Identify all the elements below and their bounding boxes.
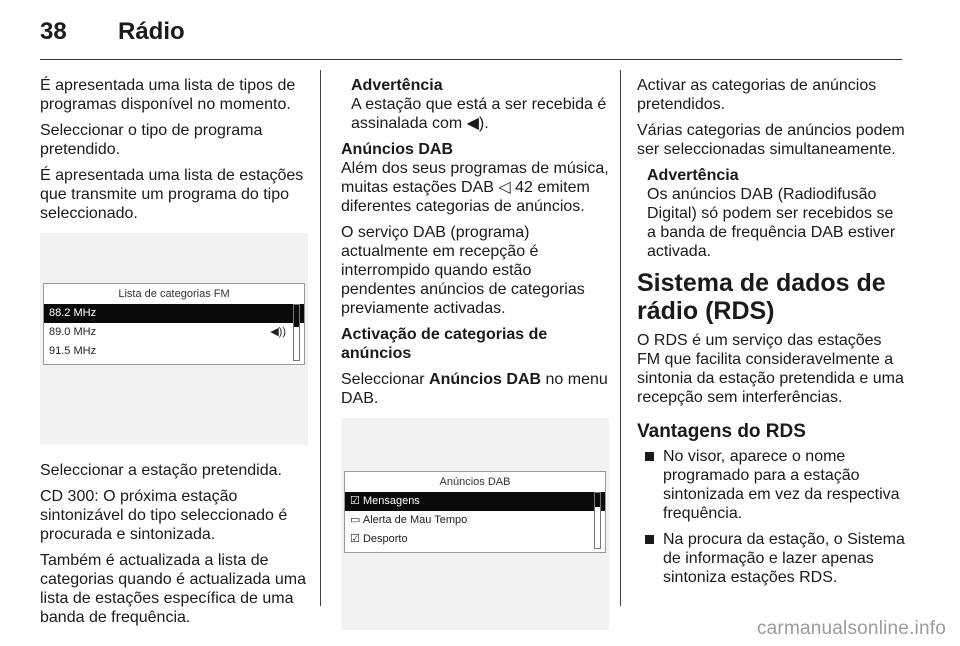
note-text: A estação que está a ser recebida é assinalada com ◀). <box>351 96 607 132</box>
paragraph: Várias categorias de anúncios podem ser seleccionadas simultaneamente. <box>637 122 905 158</box>
section-heading: Sistema de dados de rádio (RDS) <box>637 269 886 325</box>
subheading: Anúncios DAB <box>341 141 453 158</box>
column-2 <box>341 76 609 646</box>
header-rule <box>40 59 902 60</box>
subheading: Activação de categorias de anúncios <box>341 326 548 362</box>
list-item: ☑ Mensagens <box>345 492 605 511</box>
dialog-title: Lista de categorias FM <box>118 288 230 300</box>
list-item: 91.5 MHz <box>49 345 97 357</box>
paragraph: O serviço DAB (programa) actualmente em recepção é interrompido quando estão pendentes anúncios de categorias previamente activadas. <box>341 224 585 317</box>
bullet-icon <box>645 452 654 461</box>
page-number: 38 <box>40 18 67 45</box>
text: no menu DAB. <box>341 371 608 407</box>
text: emitem diferentes categorias de anúncios. <box>341 179 590 215</box>
column-3 <box>637 76 905 594</box>
column-divider-2 <box>620 70 621 606</box>
list-item: 89.0 MHz ◀)) <box>44 323 304 342</box>
dab-announcements-screenshot <box>341 418 609 630</box>
text: Além dos seus programas de música, muitas estações DAB <box>341 160 609 196</box>
page-reference-link[interactable]: ◁ 42 <box>498 179 533 196</box>
dialog-title: Anúncios DAB <box>439 476 511 488</box>
scrollbar <box>293 304 300 361</box>
list-item: No visor, aparece o nome programado para a estação sintonizada em vez da respectiva frequência. <box>637 447 905 523</box>
fm-list-dialog <box>43 283 305 365</box>
column-1 <box>40 76 308 634</box>
fm-categories-screenshot <box>40 233 308 445</box>
watermark: carmanualsonline.info <box>756 618 946 639</box>
text: Seleccionar <box>341 371 430 388</box>
paragraph: Também é actualizada a lista de categorias quando é actualizada uma lista de estações específica de uma banda de frequência. <box>40 552 306 626</box>
checkbox-empty-icon: ▭ <box>350 514 361 526</box>
menu-name: Anúncios DAB <box>429 371 542 388</box>
note-box <box>341 76 609 133</box>
note-box <box>637 166 905 261</box>
checkbox-checked-icon: ☑ <box>350 495 360 507</box>
note-title: Advertência <box>351 77 443 94</box>
note-text: Os anúncios DAB (Radiodifusão Digital) só podem ser recebidos se a banda de frequência DAB estiver activada. <box>647 186 896 260</box>
paragraph: É apresentada uma lista de tipos de programas disponível no momento. <box>40 77 296 113</box>
column-divider-1 <box>320 70 321 606</box>
scrollbar <box>594 492 601 549</box>
subsection-heading: Vantagens do RDS <box>637 421 806 442</box>
paragraph: O RDS é um serviço das estações FM que facilita consideravelmente a sintonia da estação pretendida e uma recepção sem interferências. <box>637 332 904 406</box>
list-item: Na procura da estação, o Sistema de informação e lazer apenas sintoniza estações RDS. <box>637 530 905 587</box>
note-title: Advertência <box>647 167 739 184</box>
checkbox-checked-icon: ☑ <box>350 533 360 545</box>
speaker-icon: ◀)) <box>270 326 286 338</box>
list-item: 88.2 MHz <box>44 304 304 323</box>
paragraph: CD 300: O próxima estação sintonizável do tipo seleccionado é procurada e sintonizada. <box>40 488 288 543</box>
bullet-list <box>637 447 905 587</box>
paragraph: Seleccionar o tipo de programa pretendido. <box>40 122 263 158</box>
paragraph: Activar as categorias de anúncios pretendidos. <box>637 77 877 113</box>
list-item: ▭ Alerta de Mau Tempo <box>350 514 468 526</box>
paragraph: É apresentada uma lista de estações que transmite um programa do tipo seleccionado. <box>40 167 304 222</box>
dab-dialog <box>344 471 606 553</box>
bullet-icon <box>645 535 654 544</box>
section-title: Rádio <box>118 18 185 45</box>
list-item: ☑ Desporto <box>350 533 408 545</box>
paragraph: Seleccionar a estação pretendida. <box>40 462 282 479</box>
